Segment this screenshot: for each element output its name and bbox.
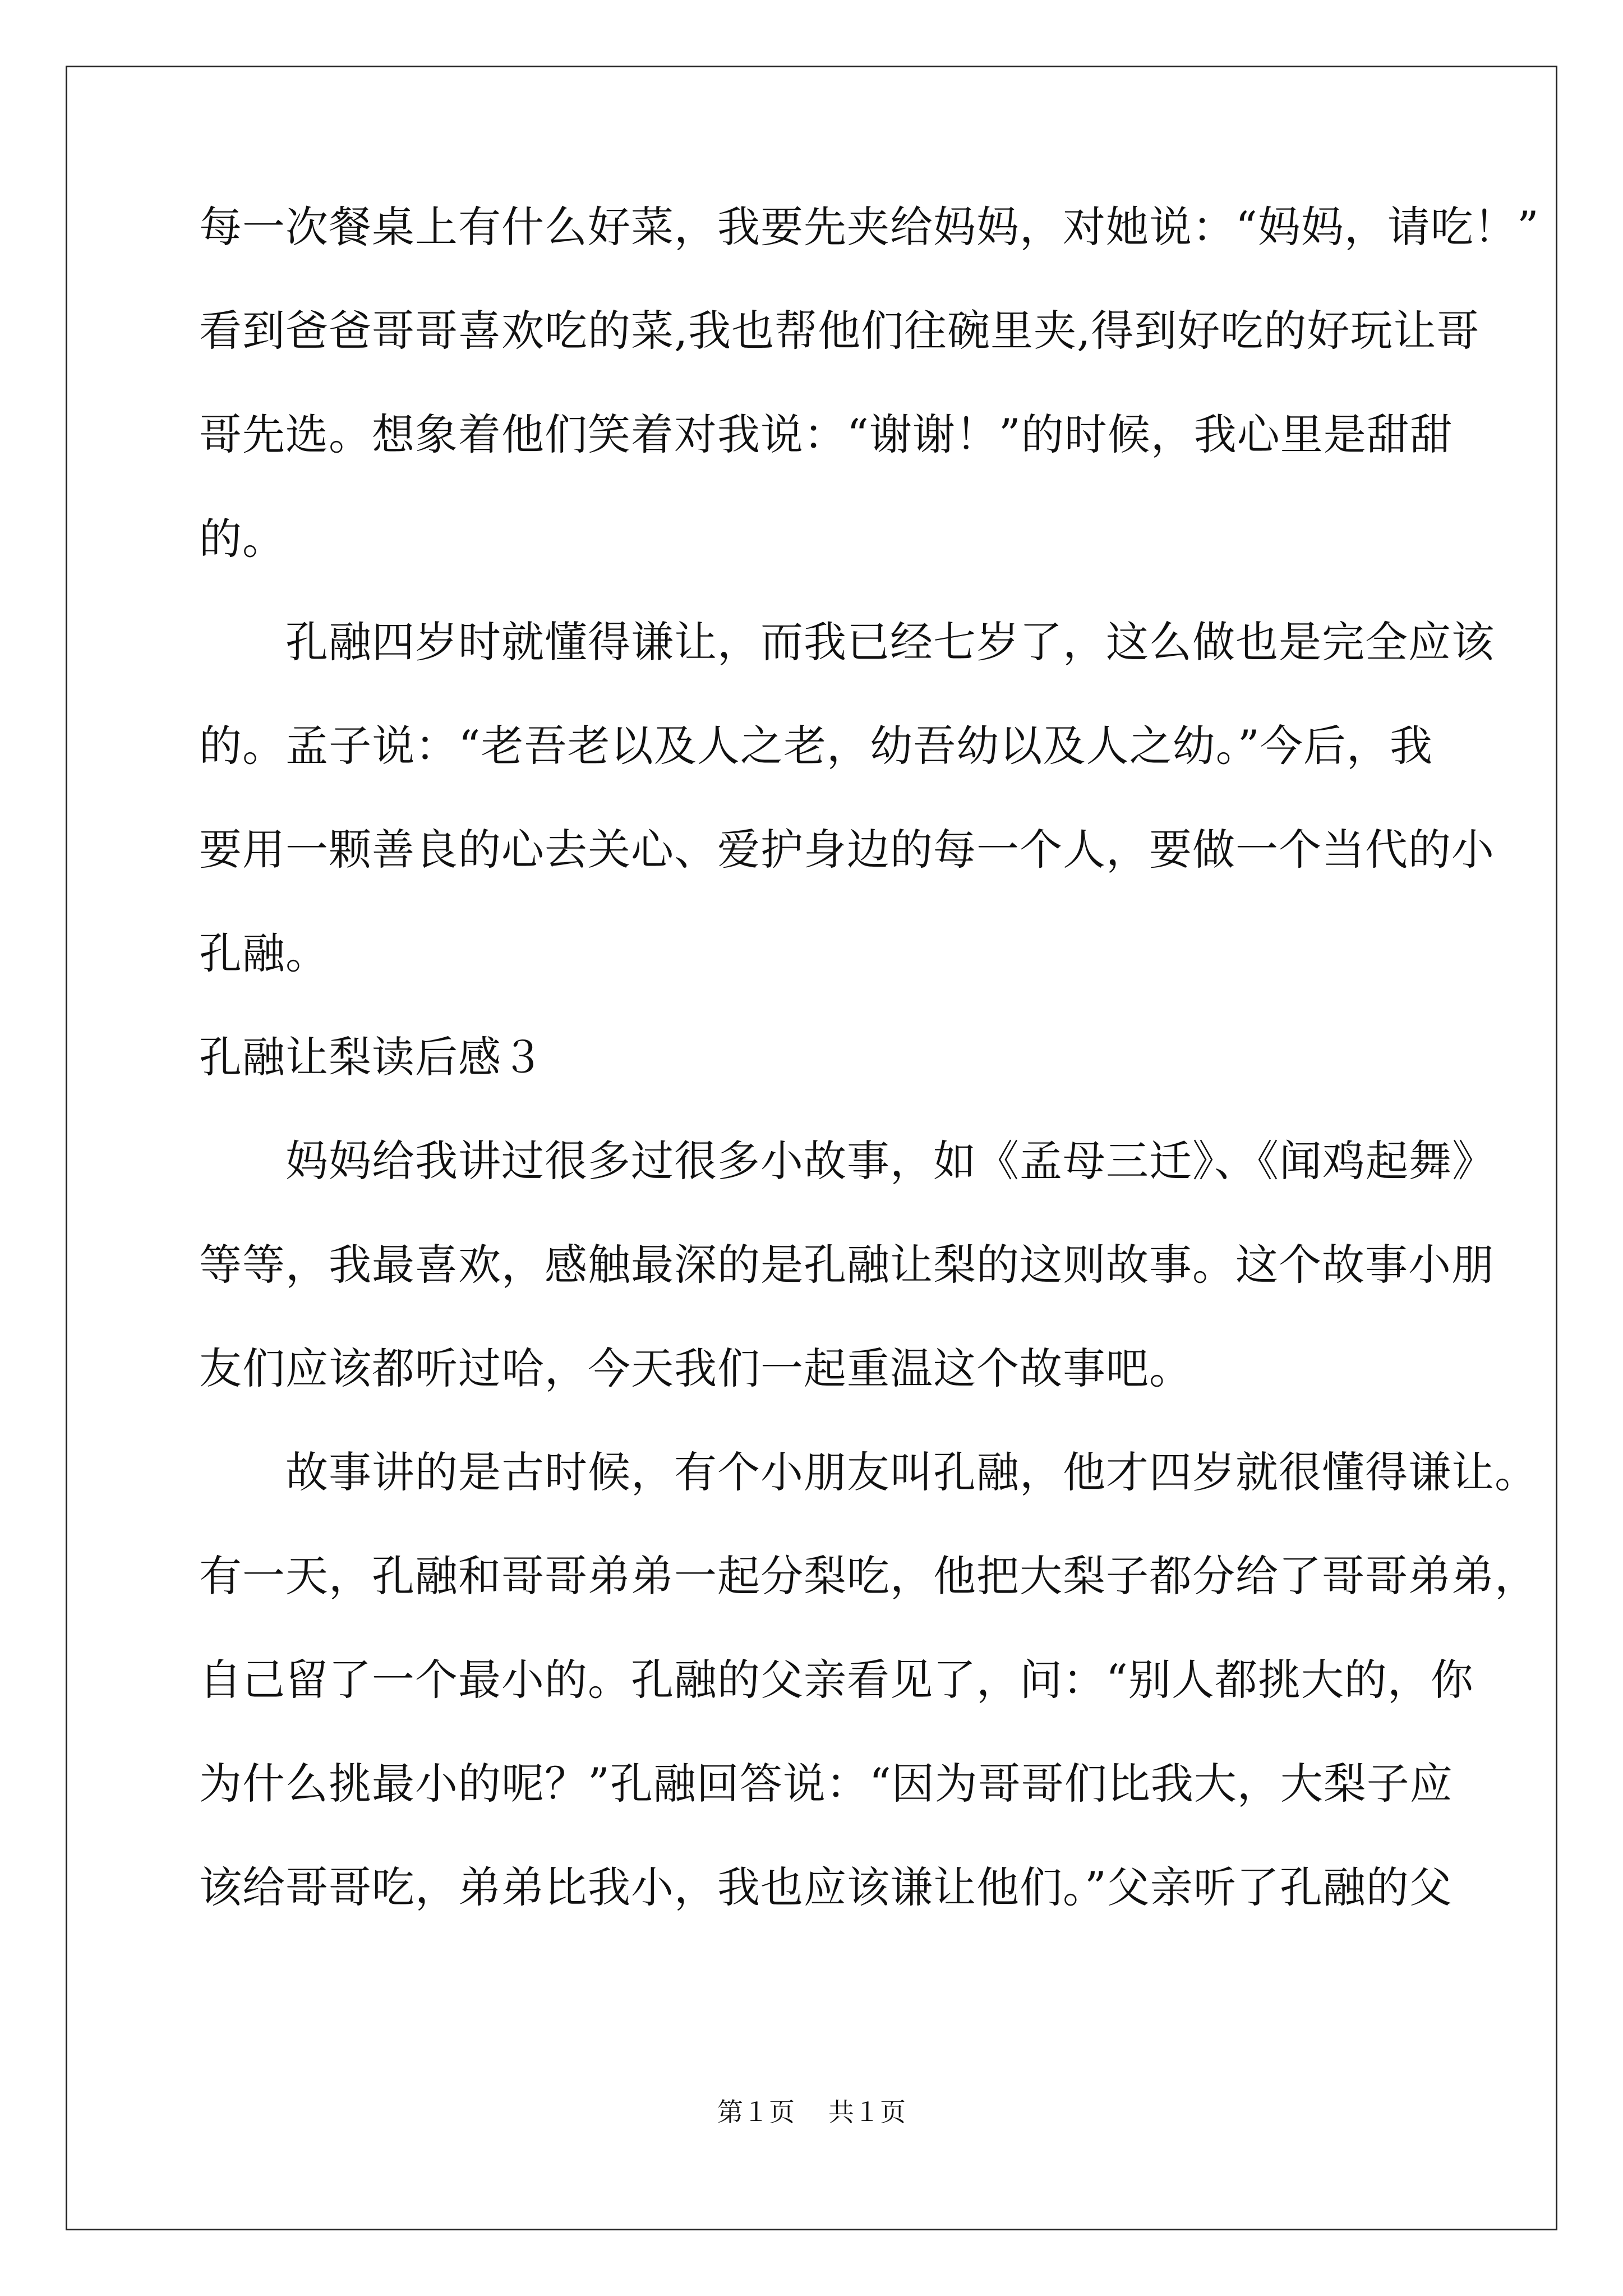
section-heading: 孔融让梨读后感３	[199, 1032, 545, 1082]
text-line: 等等，我最喜欢，感触最深的是孔融让梨的这则故事。这个故事小朋	[199, 1240, 1495, 1290]
page-total: 共１页	[828, 2097, 906, 2127]
text-line: 自己留了一个最小的。孔融的父亲看见了，问：“别人都挑大的，你	[199, 1655, 1474, 1705]
text-line: 要用一颗善良的心去关心、爱护身边的每一个人，要做一个当代的小	[199, 825, 1495, 875]
text-line: 的。	[199, 514, 285, 564]
text-line: 孔融四岁时就懂得谦让，而我已经七岁了，这么做也是完全应该	[199, 617, 1495, 667]
text-line: 妈妈给我讲过很多过很多小故事，如《孟母三迁》、《闻鸡起舞》	[199, 1136, 1495, 1186]
text-line: 故事讲的是古时候，有个小朋友叫孔融，他才四岁就很懂得谦让。	[199, 1447, 1538, 1497]
text-line: 每一次餐桌上有什么好菜，我要先夹给妈妈，对她说：“妈妈，请吃！”	[199, 202, 1539, 252]
text-line: 看到爸爸哥哥喜欢吃的菜,我也帮他们往碗里夹,得到好吃的好玩让哥	[199, 306, 1480, 356]
text-line: 哥先选。想象着他们笑着对我说：“谢谢！”的时候，我心里是甜甜	[199, 409, 1453, 459]
text-line: 的。孟子说：“老吾老以及人之老，幼吾幼以及人之幼。”今后，我	[199, 721, 1433, 771]
page-footer	[0, 2095, 1623, 2129]
page-number: 第１页	[717, 2097, 795, 2127]
text-line: 有一天，孔融和哥哥弟弟一起分梨吃，他把大梨子都分给了哥哥弟弟，	[199, 1551, 1538, 1601]
text-line: 友们应该都听过哈，今天我们一起重温这个故事吧。	[199, 1343, 1192, 1393]
text-line: 孔融。	[199, 928, 329, 978]
text-line: 为什么挑最小的呢？”孔融回答说：“因为哥哥们比我大，大梨子应	[199, 1759, 1453, 1809]
text-line: 该给哥哥吃，弟弟比我小，我也应该谦让他们。”父亲听了孔融的父	[199, 1862, 1453, 1912]
